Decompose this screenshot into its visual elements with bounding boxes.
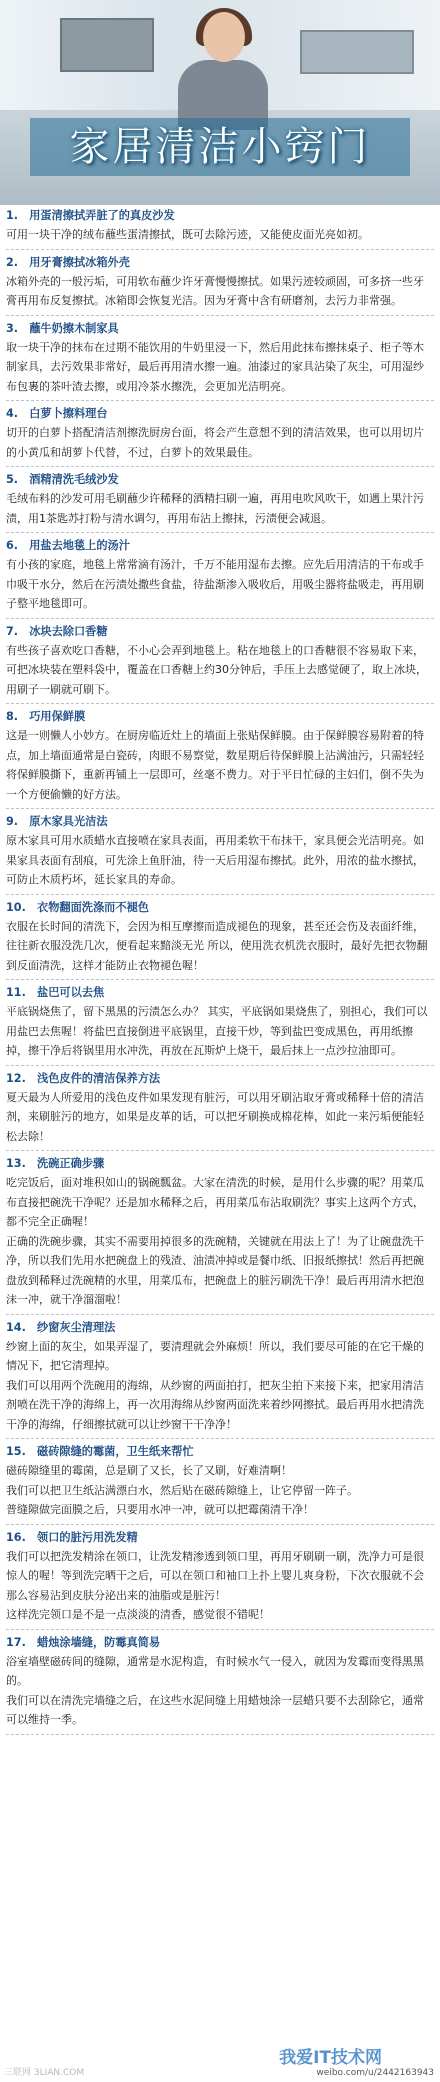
tip-item: [6, 708, 434, 809]
tip-text: 纱窗上面的灰尘，如果弄湿了，要清理就会外麻烦！所以，我们要尽可能的在它干燥的情况下，把它清理掉。: [6, 1339, 424, 1372]
tip-item: [6, 1232, 434, 1315]
tip-item: [6, 1634, 434, 1691]
watermark-site-3lian: 三联网 3LIAN.COM: [4, 2068, 85, 2078]
tip-text: 我们可以用两个洗碗用的海绵，从纱窗的两面拍打，把灰尘拍下来接下来，把家用清洁剂喷在洗干净的海绵上，再一次用海绵从纱窗两面洗来着纱网擦拭。最后再用水把清洗干净的海绵，仔细擦拭就可以让纱窗干干净净！: [6, 1378, 424, 1431]
divider: [6, 808, 434, 809]
tip-text: 有些孩子喜欢吃口香糖，不小心会弄到地毯上。粘在地毯上的口香糖很不容易取下来，可把冰块装在塑料袋中，覆盖在口香糖上约30分钟后，手压上去感觉硬了，取上冰块，用刷子一刷就可刷下。: [6, 643, 427, 696]
tip-text: 正确的洗碗步骤，其实不需要用掉很多的洗碗精，关键就在用法上了！为了让碗盘洗干净，所以我们先用水把碗盘上的残渣、油渍冲掉或是餐巾纸、旧报纸擦拭！然后再把碗盘放到稀释过洗碗精的水里，用菜瓜布，把碗盘上的脏污刷洗干净！最后再用清水把泡沫一冲，就干净溜溜啦！: [6, 1234, 424, 1306]
tip-heading: 1. 用蛋清擦拭弄脏了的真皮沙发: [6, 209, 175, 222]
tip-item: [6, 1376, 434, 1440]
page-title: 家居清洁小窍门: [69, 124, 371, 170]
tip-heading: 13. 洗碗正确步骤: [6, 1157, 105, 1170]
tip-heading: 5. 酒精清洗毛绒沙发: [6, 473, 119, 486]
tip-item: [6, 207, 434, 250]
tip-text: 取一块干净的抹布在过期不能饮用的牛奶里浸一下，然后用此抹布擦抹桌子、柜子等木制家具，去污效果非常好，最后再用清水擦一遍。油漆过的家具沾染了灰尘，可用湿纱布包裹的茶叶渣去擦，或用冷茶水擦洗，会更加光洁明亮。: [6, 340, 424, 393]
tip-heading: 2. 用牙膏擦拭冰箱外壳: [6, 255, 130, 269]
tip-text: 有小孩的家庭，地毯上常常滴有汤汁，千万不能用湿布去擦。应先后用清洁的干布或手巾吸干水分，然后在污渍处撒些食盐，待盐渐渗入吸收后，用吸尘器将盐吸走，再用刷子整平地毯即可。: [6, 558, 424, 610]
tip-text: 毛绒布料的沙发可用毛刷蘸少许稀释的酒精扫刷一遍，再用电吹风吹干，如遇上果汁污渍，用1茶匙苏打粉与清水调匀，再用布沾上擦抹，污渍便会减退。: [6, 492, 424, 525]
tip-item: [6, 1691, 434, 1735]
banner: [0, 0, 440, 205]
tip-heading: 15. 磁砖隙缝的霉菌，卫生纸来帮忙: [6, 1445, 194, 1458]
tip-text: 我们可以把洗发精涂在领口，让洗发精渗透到领口里，再用牙刷刷一刷，洗净力可是很惊人的喔！等到洗完晒干之后，可以在领口和袖口上扑上婴儿爽身粉，下次衣服就不会那么容易沾到皮肤分泌出来的油脂或是脏污！: [6, 1549, 424, 1602]
tip-item: [6, 1070, 434, 1152]
tip-heading: 7. 冰块去除口香糖: [6, 624, 108, 638]
tip-item: [6, 623, 434, 705]
tip-heading: 11. 盐巴可以去焦: [6, 986, 105, 999]
divider: [6, 1065, 434, 1066]
watermark: [0, 2048, 440, 2082]
tip-heading: 9. 原木家具光洁法: [6, 815, 108, 828]
tip-text: 切开的白萝卜搭配清洁剂擦洗厨房台面，将会产生意想不到的清洁效果，也可以用切片的小黄瓜和胡萝卜代替，不过，白萝卜的效果最佳。: [6, 426, 424, 459]
divider: [6, 1150, 434, 1151]
tip-text: 这样洗完领口是不是一点淡淡的清香，感觉很不错呢！: [6, 1608, 270, 1621]
tip-text: 浴室墙壁磁砖间的缝隙，通常是水泥构造，有时候水气一侵入，就因为发霉而变得黑黑的。: [6, 1654, 424, 1687]
tip-text: 磁砖隙缝里的霉菌，总是刷了又长，长了又刷，好难清啊！: [6, 1464, 292, 1477]
tip-item: [6, 1529, 434, 1606]
tip-item: [6, 813, 434, 895]
tip-item: [6, 405, 434, 467]
tip-item: [6, 254, 434, 316]
divider: [6, 1314, 434, 1315]
divider: [6, 532, 434, 533]
tips-list: [0, 207, 440, 1735]
tip-text: 原木家具可用水质蜡水直接喷在家具表面，再用柔软干布抹干，家具便会光洁明亮。如果家具表面有刮痕，可先涂上鱼肝油，待一天后用湿布擦拭。此外，用浓的盐水擦拭，可防止木质朽坏，延长家具的寿命。: [6, 834, 424, 886]
tip-item: [6, 1605, 434, 1630]
tip-heading: 10. 衣物翻面洗涤而不褪色: [6, 900, 149, 914]
banner-cabinet: [300, 30, 414, 74]
tip-heading: 14. 纱窗灰尘清理法: [6, 1320, 116, 1334]
tip-heading: 3. 蘸牛奶擦木制家具: [6, 321, 119, 335]
tip-text: 这是一则懒人小妙方。在厨房临近灶上的墙面上张贴保鲜膜。由于保鲜膜容易附着的特点，加上墙面通常是白瓷砖，肉眼不易察觉，数星期后待保鲜膜上沾满油污，只需轻轻将保鲜膜撕下，重新再铺上一层即可，丝毫不费力。对于平日忙碌的主妇们，倒不失为一个方便偷懒的好方法。: [6, 729, 424, 801]
tip-text: 我们可以把卫生纸沾满漂白水，然后贴在磁砖隙缝上，让它停留一阵子。: [6, 1483, 358, 1497]
divider: [6, 1438, 434, 1439]
banner-shelf: [60, 18, 154, 72]
tip-text: 普缝隙做完面膜之后，只要用水冲一冲，就可以把霉菌清干净！: [6, 1503, 314, 1516]
watermark-logo: 我爱IT技术网: [279, 2048, 382, 2068]
tip-heading: 4. 白萝卜擦料理台: [6, 407, 108, 420]
divider: [6, 466, 434, 467]
tip-item: [6, 320, 434, 402]
divider: [6, 1734, 434, 1735]
tip-item: [6, 1155, 434, 1232]
tip-text: 夏天最为人所爱用的浅色皮件如果发现有脏污，可以用牙刷沾取牙膏或稀释十倍的清洁剂，来刷脏污的地方，如果是皮革的话，可以把牙刷换成棉花棒，如此一来污垢便能轻松去除！: [6, 1090, 424, 1143]
divider: [6, 315, 434, 316]
tip-text: 衣服在长时间的清洗下，会因为相互摩擦而造成褪色的现象，甚至还会伤及表面纤维，往往新衣服没洗几次，便看起来黯淡无光 所以，使用洗衣机洗衣服时，最好先把衣物翻到反面清洗，这样才能防止衣物褪色喔！: [6, 919, 428, 972]
tip-text: 吃完饭后，面对堆积如山的锅碗瓢盆。大家在清洗的时候，是用什么步骤的呢？用菜瓜布直接把碗洗干净呢？还是加水稀释之后，再用菜瓜布沾取刷洗？事实上这两个方式，都不完全正确喔！: [6, 1176, 424, 1228]
divider: [6, 249, 434, 250]
tip-heading: 12. 浅色皮件的清洁保养方法: [6, 1071, 161, 1085]
tip-item: [6, 899, 434, 981]
tip-item: [6, 537, 434, 619]
divider: [6, 618, 434, 619]
banner-woman-illustration: [168, 8, 278, 128]
tip-heading: 16. 领口的脏污用洗发精: [6, 1530, 138, 1544]
divider: [6, 400, 434, 401]
tip-item: [6, 1500, 434, 1525]
divider: [6, 1629, 434, 1630]
divider: [6, 703, 434, 704]
divider: [6, 979, 434, 980]
tip-item: [6, 1443, 434, 1481]
tip-heading: 17. 蜡烛涂墙缝，防霉真简易: [6, 1635, 161, 1649]
tip-text: 平底锅烧焦了，留下黑黑的污渍怎么办？ 其实，平底锅如果烧焦了，别担心，我们可以用盐巴去焦喔！将盐巴直接倒进平底锅里，直接干炒，等到盐巴变成黑色，再用纸擦掉，擦干净后将锅里用水冲洗，再放在瓦斯炉上烧干，最后抹上一点沙拉油即可。: [6, 1005, 428, 1057]
tip-heading: 8. 巧用保鲜膜: [6, 710, 86, 723]
tip-text: 冰箱外壳的一般污垢，可用软布蘸少许牙膏慢慢擦拭。如果污迹较顽固，可多挤一些牙膏再用布反复擦拭。冰箱即会恢复光洁。因为牙膏中含有研磨剂，去污力非常强。: [6, 274, 424, 307]
divider: [6, 894, 434, 895]
tip-item: [6, 984, 434, 1066]
tip-item: [6, 471, 434, 533]
divider: [6, 1524, 434, 1525]
tip-item: [6, 1481, 434, 1501]
tip-text: 我们可以在清洗完墙缝之后，在这些水泥间缝上用蜡烛涂一层蜡只要不去刮除它，通常可以维持一季。: [6, 1693, 424, 1726]
watermark-weibo: weibo.com/u/2442163943: [316, 2068, 434, 2078]
tip-item: [6, 1319, 434, 1376]
tip-heading: 6. 用盐去地毯上的汤汁: [6, 539, 130, 552]
tip-text: 可用一块干净的绒布蘸些蛋清擦拭，既可去除污迹，又能使皮面光亮如初。: [6, 228, 369, 241]
